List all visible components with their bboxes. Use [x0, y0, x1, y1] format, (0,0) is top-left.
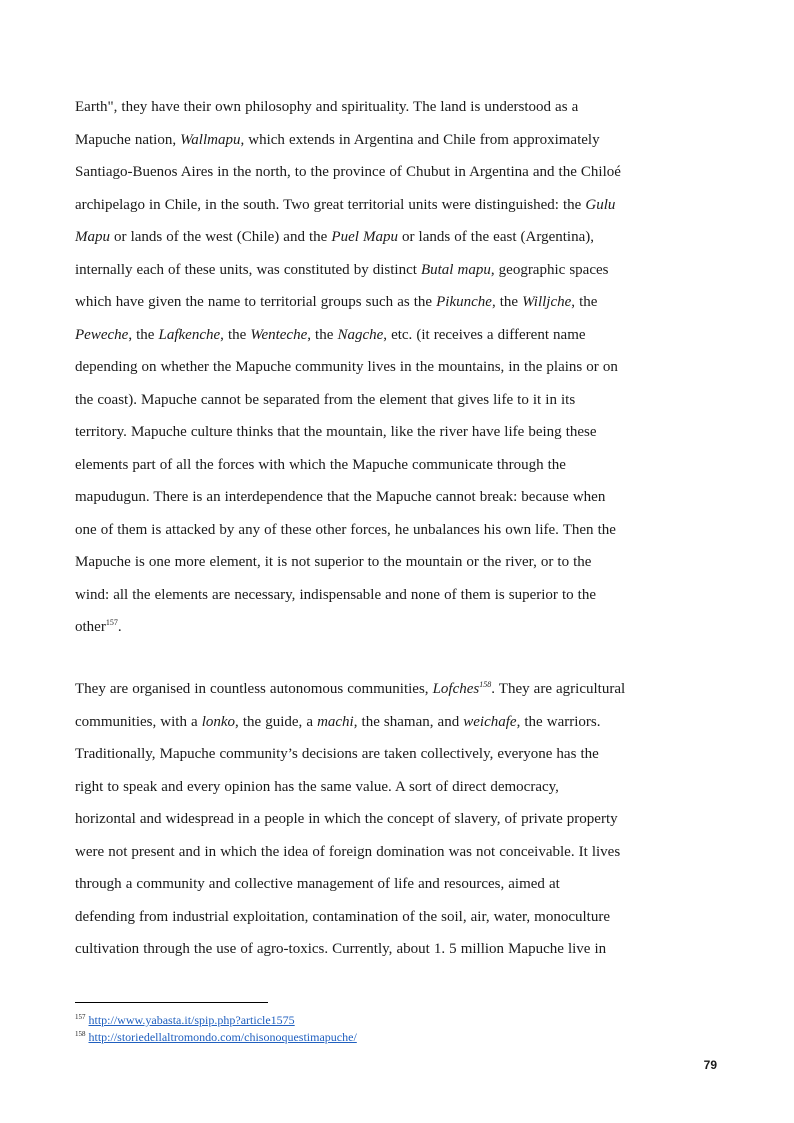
footnote-number: 158 — [75, 1030, 86, 1038]
text-run: Mapuche nation, — [75, 131, 181, 148]
footnote-link[interactable]: http://storiedellaltromondo.com/chisonoquestimapuche/ — [88, 1030, 357, 1044]
text-run: wind: all the elements are necessary, indispensable and none of them is superior to the — [75, 586, 596, 603]
italic-term: lonko — [201, 713, 236, 730]
footnote-link[interactable]: http://www.yabasta.it/spip.php?article1575 — [88, 1013, 295, 1027]
text-run: archipelago in Chile, in the south. Two great territorial units were distinguished: the — [75, 196, 586, 213]
footnote-reference: 158 — [479, 680, 492, 689]
body-paragraph-1 — [75, 91, 718, 644]
text-run: , geographic spaces — [490, 261, 609, 278]
text-line — [75, 384, 718, 417]
text-run: through a community and collective management of life and resources, aimed at — [75, 876, 560, 892]
footnote-158 — [75, 1029, 357, 1046]
text-line — [75, 803, 718, 836]
text-run: Mapuche is one more element, it is not superior to the mountain or the river, or to the — [75, 554, 592, 570]
text-run: which have given the name to territorial groups such as the — [75, 294, 437, 310]
italic-term: weichafe — [463, 713, 517, 730]
text-run: horizontal and widespread in a people in which the concept of slavery, of private property — [75, 811, 618, 827]
text-line — [75, 933, 718, 966]
footnote-separator — [75, 1002, 268, 1003]
text-line — [75, 673, 718, 706]
text-run: territory. Mapuche culture thinks that the mountain, like the river have life being these — [75, 424, 597, 440]
footnote-157 — [75, 1012, 357, 1029]
text-line — [75, 514, 718, 547]
footnote-number: 157 — [75, 1013, 86, 1021]
text-line — [75, 254, 718, 287]
text-line — [75, 124, 718, 157]
text-line — [75, 449, 718, 482]
italic-term: Pikunche — [436, 294, 492, 310]
italic-term: Willjche — [522, 294, 572, 310]
italic-term: Gulu — [585, 196, 616, 213]
body-paragraph-2 — [75, 673, 718, 966]
text-run: . They are agricultural — [491, 681, 626, 697]
text-run: internally each of these units, was constituted by distinct — [75, 261, 421, 278]
text-run: mapudugun. There is an interdependence that the Mapuche cannot break: because when — [75, 489, 606, 505]
text-run: Traditionally, Mapuche community’s decisions are taken collectively, everyone has the — [75, 746, 599, 762]
italic-term: Lafkenche — [158, 326, 221, 343]
text-run: or lands of the east (Argentina), — [397, 229, 594, 245]
italic-term: Puel Mapu — [331, 229, 398, 245]
text-run: the coast). Mapuche cannot be separated from the element that gives life to it in its — [75, 391, 576, 408]
text-line — [75, 579, 718, 612]
text-line — [75, 319, 718, 352]
text-line — [75, 221, 718, 254]
text-run: or lands of the west (Chile) and the — [110, 229, 332, 245]
page-number: 79 — [703, 1058, 717, 1072]
text-line — [75, 738, 718, 771]
text-run: depending on whether the Mapuche community lives in the mountains, in the plains or on — [75, 359, 618, 375]
text-run: , the warriors. — [516, 713, 601, 730]
italic-term: Butal mapu — [420, 261, 491, 278]
text-run: elements part of all the forces with which the Mapuche communicate through the — [75, 456, 566, 473]
text-run: They are organised in countless autonomous communities, — [75, 681, 433, 697]
text-line — [75, 156, 718, 189]
text-run: defending from industrial exploitation, contamination of the soil, air, water, monoculture — [75, 908, 610, 925]
text-line — [75, 481, 718, 514]
italic-term: Peweche — [75, 326, 129, 343]
italic-term: Wallmapu — [180, 131, 241, 148]
text-run: , the shaman, and — [353, 713, 464, 730]
text-run: Earth", they have their own philosophy and spirituality. The land is understood as a — [75, 99, 579, 115]
text-run: , etc. (it receives a different name — [383, 326, 586, 343]
text-run: , the — [571, 294, 598, 310]
text-line — [75, 416, 718, 449]
text-line — [75, 546, 718, 579]
footnotes-section — [75, 1012, 357, 1046]
italic-term: Lofches — [432, 681, 480, 697]
text-run: , the — [491, 294, 523, 310]
text-line — [75, 868, 718, 901]
text-run: . — [117, 619, 122, 635]
text-run: one of them is attacked by any of these other forces, he unbalances his own life. Then the — [75, 521, 616, 538]
text-run: communities, with a — [75, 713, 202, 730]
italic-term: Mapu — [75, 229, 110, 245]
text-line — [75, 901, 718, 934]
text-run: , the — [220, 326, 251, 343]
text-line — [75, 189, 718, 222]
text-run: Santiago-Buenos Aires in the north, to the province of Chubut in Argentina and the Chiloé — [75, 164, 621, 180]
italic-term: Wenteche — [250, 326, 308, 343]
italic-term: machi — [317, 713, 354, 730]
text-run: right to speak and every opinion has the same value. A sort of direct democracy, — [75, 778, 559, 795]
text-line — [75, 286, 718, 319]
text-run: , the guide, a — [235, 713, 318, 730]
text-run: other — [75, 619, 106, 635]
text-line — [75, 91, 718, 124]
text-line — [75, 611, 718, 644]
text-run: , the — [307, 326, 338, 343]
italic-term: Nagche — [337, 326, 384, 343]
text-line — [75, 836, 718, 869]
footnote-reference: 157 — [105, 618, 118, 627]
text-line — [75, 351, 718, 384]
text-line — [75, 706, 718, 739]
text-line — [75, 771, 718, 804]
text-run: , which extends in Argentina and Chile from approximately — [240, 131, 600, 148]
text-run: , the — [128, 326, 159, 343]
text-run: were not present and in which the idea of foreign domination was not conceivable. It lives — [75, 843, 621, 860]
text-run: cultivation through the use of agro-toxics. Currently, about 1. 5 million Mapuche live in — [75, 941, 607, 957]
